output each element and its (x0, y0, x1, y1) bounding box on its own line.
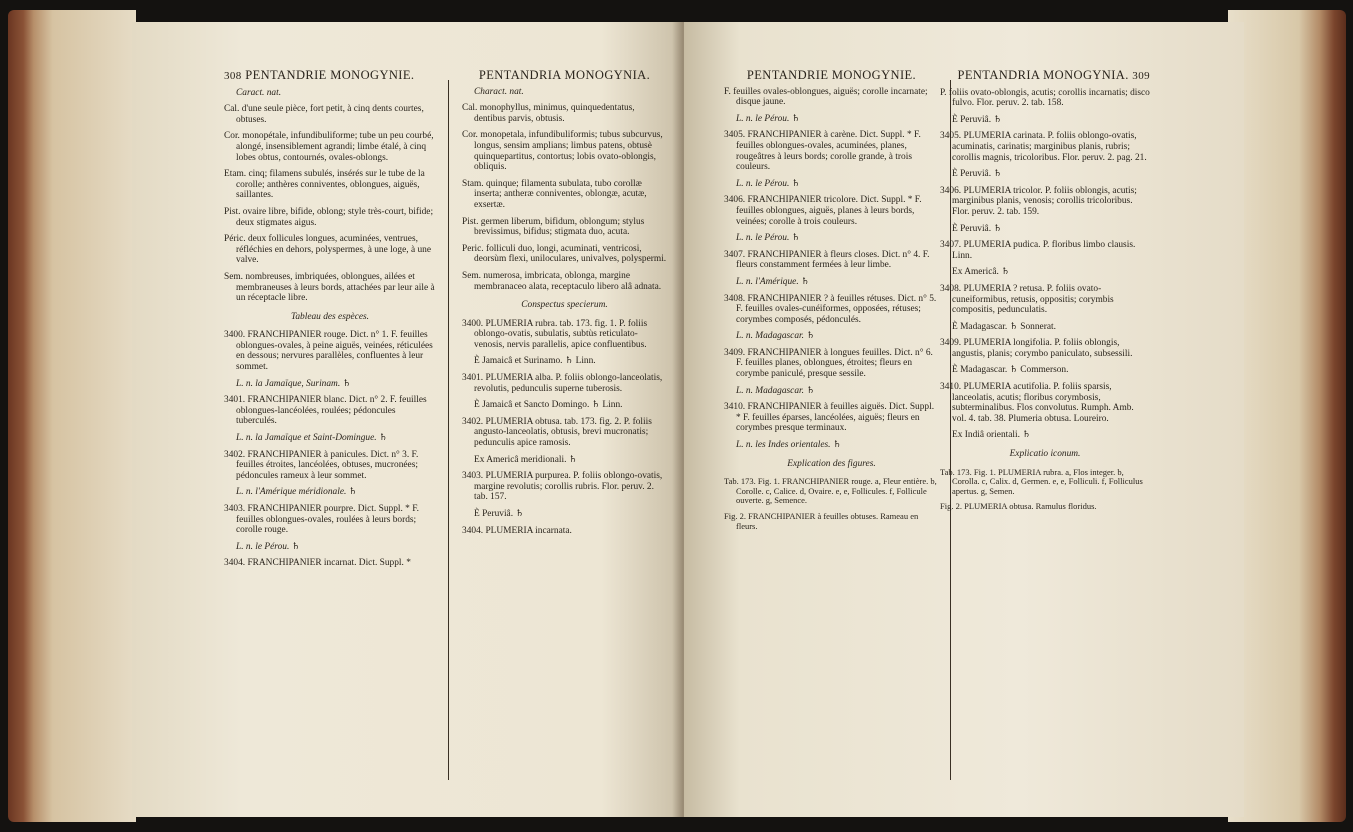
locality: L. n. le Pérou. ♄ (236, 541, 301, 552)
locality: Ex Americâ meridionali. ♄ (474, 454, 578, 465)
species-entry: 3401. PLUMERIA alba. P. foliis oblongo-lanceolatis, revolutis, pedunculis superne tuberosis. (462, 373, 663, 394)
species-entry: 3405. PLUMERIA carinata. P. foliis oblongo-ovatis, acuminatis, carinatis; marginibus planis, rubris; corollis magnis, tricoloribus. Flor. peruv. 2. pag. 21. (940, 131, 1147, 163)
locality: L. n. Madagascar. ♄ (736, 385, 815, 396)
species-entry: 3410. FRANCHIPANIER à feuilles aiguës. Dict. Suppl. * F. feuilles éparses, lancéolées, aiguës; fleurs en corymbes presque terminaux. (724, 402, 935, 434)
section-title: Explicatio iconum. (1009, 449, 1081, 460)
section-title: Explication des figures. (787, 458, 876, 469)
right-french-column (724, 70, 939, 537)
species-entry: 3405. FRANCHIPANIER à carène. Dict. Suppl. * F. feuilles oblongues-ovales, acuminées, planes, rougeâtres à leurs bords; corolle grande, à trois couleurs. (724, 130, 921, 173)
column-rule (448, 80, 449, 780)
text-line: Stam. quinque; filamenta subulata, tubo corollæ inserta; antheræ conniventes, oblongæ, acutæ, exsertæ. (462, 178, 647, 210)
species-entry: 3401. FRANCHIPANIER blanc. Dict. n° 2. F. feuilles oblongues-lancéolées, roulées; pédoncules tuberculés. (224, 395, 427, 427)
locality: È Jamaicâ et Surinamo. ♄ Linn. (474, 356, 596, 367)
header-title: PENTANDRIE MONOGYNIE. (245, 68, 415, 82)
section-title: Conspectus specierum. (521, 300, 608, 311)
figure-caption: Fig. 2. FRANCHIPANIER à feuilles obtuses. Rameau en fleurs. (724, 511, 919, 531)
species-entry: 3409. FRANCHIPANIER à longues feuilles. Dict. n° 6. F. feuilles planes, oblongues, étroites; fleurs en corymbe paniculé, presque sessile. (724, 347, 933, 380)
species-entry: 3406. FRANCHIPANIER tricolore. Dict. Suppl. * F. feuilles oblongues, aiguës, planes à leurs bords, veinées; corolle à trois couleurs. (724, 195, 922, 227)
species-entry: 3406. PLUMERIA tricolor. P. foliis oblongis, acutis; marginibus planis, venosis; corollis tricoloribus. Flor. peruv. 2. tab. 159. (940, 185, 1137, 217)
locality: È Peruviâ. ♄ (952, 169, 1002, 180)
left-page (132, 22, 684, 817)
page-header: PENTANDRIA MONOGYNIA. (478, 68, 651, 82)
text-line: Cor. monopetala, infundibuliformis; tubus subcurvus, longus, sensim amplians; limbus patens, obtusè quinquepartitus, contortus; lobis ovato-oblongis, obliquis. (462, 130, 663, 173)
text-line: Charact. nat. (474, 86, 524, 97)
text-line: Pist. ovaire libre, bifide, oblong; style très-court, bifide; deux stigmates aigus. (224, 206, 434, 228)
left-french-column (224, 70, 436, 575)
locality: L. n. le Pérou. ♄ (736, 113, 801, 124)
locality: È Peruviâ. ♄ (952, 114, 1002, 125)
locality: Ex Indiâ orientali. ♄ (952, 430, 1031, 441)
locality: È Peruviâ. ♄ (952, 223, 1002, 234)
locality: È Madagascar. ♄ Sonnerat. (952, 321, 1056, 332)
header-title: PENTANDRIA MONOGYNIA. (957, 68, 1129, 82)
locality: L. n. l'Amérique. ♄ (736, 276, 810, 287)
text-line: Caract. nat. (236, 87, 282, 98)
text-line: Péric. deux follicules longues, acuminées, ventrues, réfléchies en dehors, polyspermes, à une loge, à une valve. (224, 234, 431, 266)
species-entry: 3400. PLUMERIA rubra. tab. 173. fig. 1. P. foliis oblongo-ovatis, subulatis, subtùs reticulato-venosis, nervis parallelis, apice confluentibus. (462, 318, 648, 350)
species-entry: 3410. PLUMERIA acutifolia. P. foliis sparsis, lanceolatis, acutis; floribus corymbosis, subterminalibus. Flos convolutus. Rumph. Amb. vol. 4. tab. 38. Plumeria obtusa. Loureiro. (940, 382, 1134, 424)
species-entry: 3407. FRANCHIPANIER à fleurs closes. Dict. n° 4. F. fleurs constamment fermées à leur limbe. (724, 249, 930, 271)
left-latin-column (462, 70, 667, 542)
locality: L. n. la Jamaïque, Surinam. ♄ (236, 378, 351, 389)
text-line: Cal. monophyllus, minimus, quinquedentatus, dentibus parvis, obtusis. (462, 103, 635, 124)
text-line: P. foliis ovato-oblongis, acutis; corollis incarnatis; disco fulvo. Flor. peruv. 2. tab. 158. (940, 87, 1150, 109)
text-line: Peric. folliculi duo, longi, acuminati, ventricosi, deorsùm flexi, uniloculares, univalves, polyspermi. (462, 243, 667, 265)
figure-caption: Tab. 173. Fig. 1. FRANCHIPANIER rouge. a, Fleur entière. b, Corolle. c, Calice. d, Ovaire. e, e, Follicules. f, Follicule ouverte. g, Semence. (724, 476, 937, 506)
locality: L. n. les Indes orientales. ♄ (736, 440, 842, 451)
locality: L. n. le Pérou. ♄ (736, 233, 801, 244)
page-header: PENTANDRIE MONOGYNIE. (746, 68, 917, 82)
species-entry: 3402. FRANCHIPANIER à panicules. Dict. n° 3. F. feuilles étroites, lancéolées, obtuses, mucronées; pédoncules rameux à leur sommet. (224, 449, 419, 481)
text-line: Cor. monopétale, infundibuliforme; tube un peu courbé, alongé, insensiblement agrandi; limbe étalé, à cinq lobes obtus, contournés, ovales-oblongs. (224, 131, 434, 163)
right-page (684, 22, 1244, 817)
species-entry: 3407. PLUMERIA pudica. P. floribus limbo clausis. Linn. (940, 240, 1136, 261)
figure-caption: Fig. 2. PLUMERIA obtusa. Ramulus floridus. (940, 501, 1097, 512)
page-number: 309 (1132, 70, 1150, 82)
species-entry: 3403. PLUMERIA purpurea. P. foliis oblongo-ovatis, margine revolutis; corollis rubris. Flor. peruv. 2. tab. 157. (462, 471, 663, 503)
figure-caption: Tab. 173. Fig. 1. PLUMERIA rubra. a, Flos integer. b, Corolla. c, Calix. d, Germen. e, e, Folliculi. f, Folliculus apertus. g, Semen. (940, 466, 1143, 496)
species-entry: 3404. PLUMERIA incarnata. (462, 525, 572, 536)
species-entry: 3402. PLUMERIA obtusa. tab. 173. fig. 2. P. foliis angusto-lanceolatis, obtusis, brevi mucronatis; pedunculis apice ramosis. (462, 416, 652, 449)
text-line: Cal. d'une seule pièce, fort petit, à cinq dents courtes, obtuses. (224, 104, 424, 125)
text-line: Pist. germen liberum, bifidum, oblongum; stylus brevissimus, bifidus; stigmata duo, acuta. (462, 216, 645, 238)
locality: È Jamaicâ et Sancto Domingo. ♄ Linn. (474, 400, 623, 411)
species-entry: 3408. FRANCHIPANIER ? à feuilles rétuses. Dict. n° 5. F. feuilles ovales-cunéiformes, opposées, rétuses; corymbes composés, pédonculés. (724, 293, 937, 325)
locality: Ex Americâ. ♄ (952, 267, 1010, 278)
locality: È Madagascar. ♄ Commerson. (952, 365, 1069, 376)
locality: L. n. Madagascar. ♄ (736, 331, 815, 342)
text-line: Sem. numerosa, imbricata, oblonga, margine membranaceo alata, receptaculo libero alâ adnata. (462, 270, 662, 292)
species-entry: 3403. FRANCHIPANIER pourpre. Dict. Suppl. * F. feuilles oblongues-ovales, roulées à leurs bords; corolle rouge. (224, 504, 420, 536)
species-entry: 3409. PLUMERIA longifolia. P. foliis oblongis, angustis, planis; corymbo paniculato, subsessili. (940, 338, 1133, 359)
locality: L. n. le Pérou. ♄ (736, 178, 801, 189)
left-page-edges (8, 10, 136, 822)
locality: L. n. la Jamaïque et Saint-Domingue. ♄ (236, 433, 388, 444)
page-header (224, 70, 436, 82)
right-latin-column (940, 70, 1150, 518)
locality: È Peruviâ. ♄ (474, 509, 524, 519)
section-title: Tableau des espèces. (290, 311, 370, 322)
locality: L. n. l'Amérique méridionale. ♄ (236, 487, 358, 498)
species-entry: 3404. FRANCHIPANIER incarnat. Dict. Suppl. * (224, 558, 411, 569)
text-line: Etam. cinq; filamens subulés, insérés sur le tube de la corolle; anthères conniventes, oblongues, aiguës, saillantes. (224, 169, 425, 201)
page-header (940, 70, 1150, 82)
text-line: F. feuilles ovales-oblongues, aiguës; corolle incarnate; disque jaune. (724, 86, 928, 108)
text-line: Sem. nombreuses, imbriquées, oblongues, ailées et membraneuses à leurs bords, attachées par leur aile à un réceptacle libre. (224, 271, 435, 304)
right-page-edges (1228, 10, 1346, 822)
species-entry: 3408. PLUMERIA ? retusa. P. foliis ovato-cuneiformibus, retusis, oppositis; corymbis compositis, pedunculatis. (940, 283, 1114, 316)
species-entry: 3400. FRANCHIPANIER rouge. Dict. n° 1. F. feuilles oblongues-ovales, à peine aiguës, veinées, réticulées en dessous; nervures parallèles, confluentes à leur sommet. (224, 330, 433, 373)
page-number: 308 (224, 70, 242, 82)
